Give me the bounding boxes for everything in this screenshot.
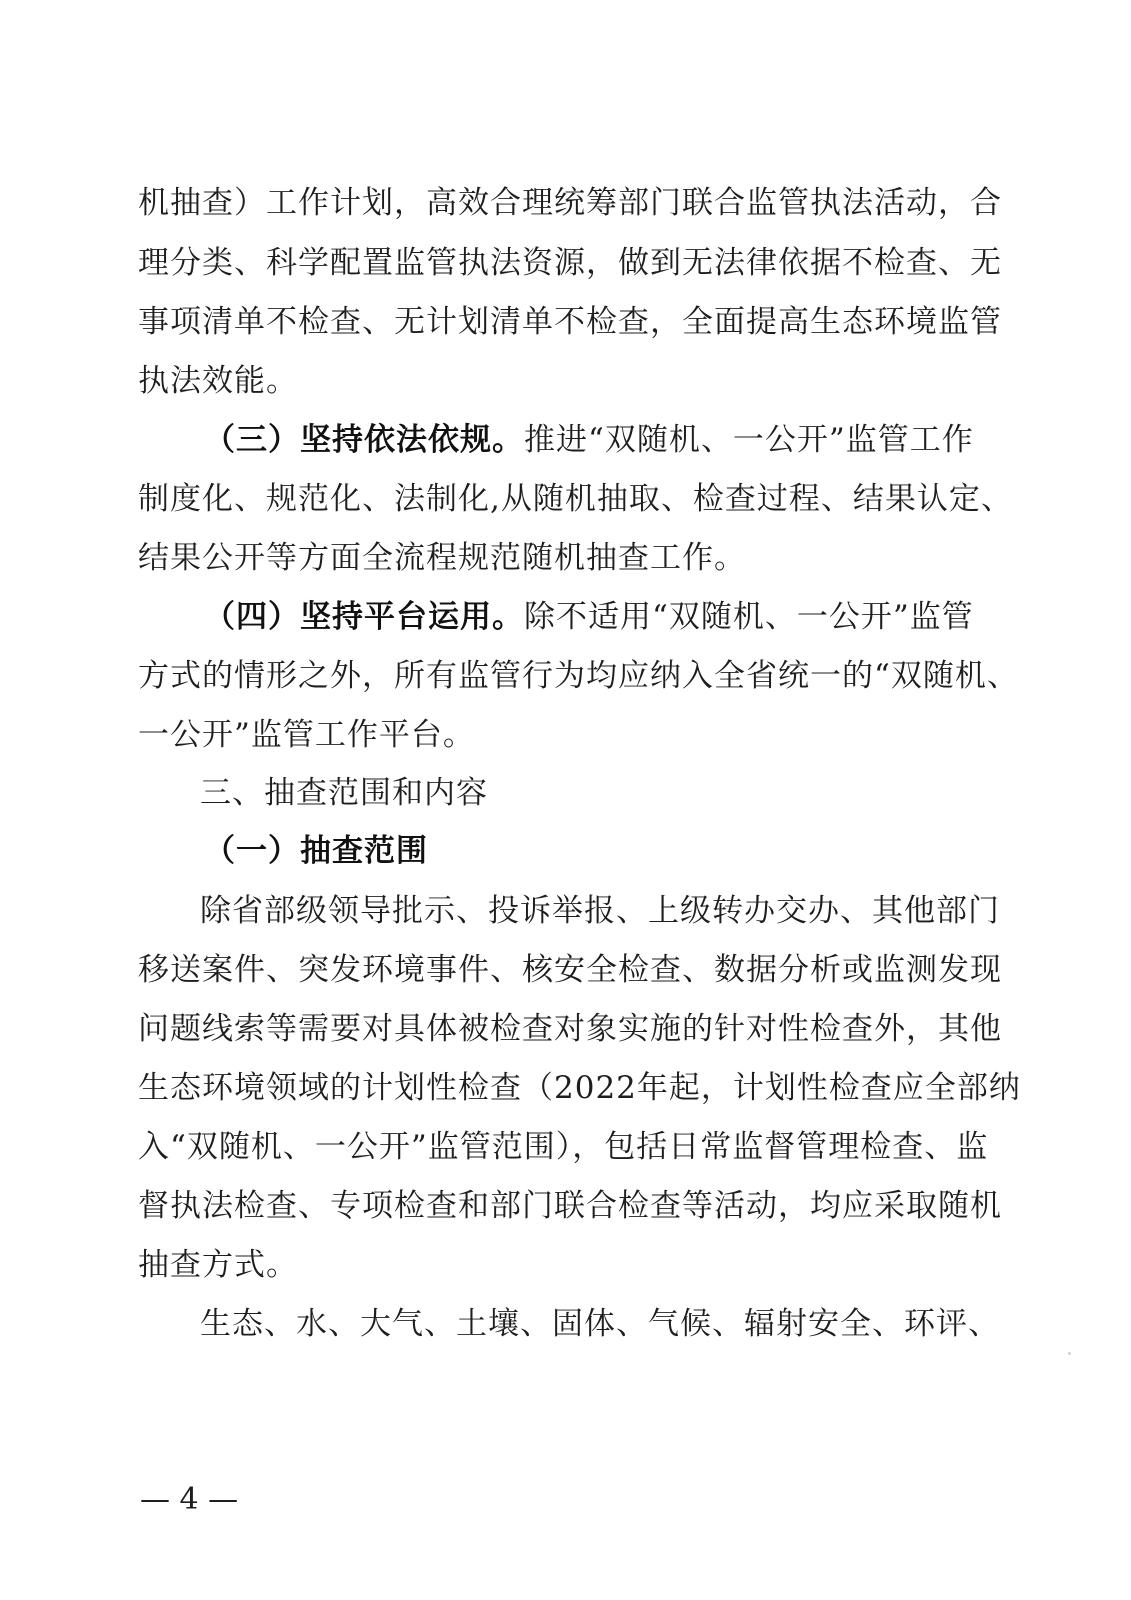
text-line: 抽查方式。 (138, 1247, 298, 1283)
section-3-title: 三、抽查范围和内容 (200, 775, 488, 811)
text-line: 事项清单不检查、无计划清单不检查，全面提高生态环境监管 (138, 304, 1002, 340)
text-line: 机抽查）工作计划，高效合理统筹部门联合监管执法活动，合 (138, 185, 1002, 221)
text-line: 除省部级领导批示、投诉举报、上级转办交办、其他部门 (200, 893, 1000, 929)
text-line: 生态环境领域的计划性检查（2022年起，计划性检查应全部纳 (138, 1070, 1021, 1106)
paragraph-4-text: 除不适用“双随机、一公开”监管 (524, 599, 974, 635)
page-number: — 4 — (140, 1482, 239, 1517)
text-line: 理分类、科学配置监管执法资源，做到无法律依据不检查、无 (138, 245, 1002, 281)
text-line: 制度化、规范化、法制化,从随机抽取、检查过程、结果认定、 (138, 481, 1013, 517)
text-line: 问题线索等需要对具体被检查对象实施的针对性检查外，其他 (138, 1011, 1002, 1047)
text-line: 执法效能。 (138, 363, 298, 399)
paragraph-3-first-line (204, 420, 974, 460)
scan-speck (1068, 1352, 1071, 1355)
text-line: 生态、水、大气、土壤、固体、气候、辐射安全、环评、 (200, 1306, 1000, 1342)
text-line: 一公开”监管工作平台。 (138, 717, 475, 753)
subsection-1-title: （一）抽查范围 (204, 833, 428, 869)
text-line: 移送案件、突发环境事件、核安全检查、数据分析或监测发现 (138, 952, 1002, 988)
text-line: 督执法检查、专项检查和部门联合检查等活动，均应采取随机 (138, 1188, 1002, 1224)
text-line: 结果公开等方面全流程规范随机抽查工作。 (138, 540, 746, 576)
paragraph-3-heading: （三）坚持依法依规。 (204, 422, 524, 458)
paragraph-3-text: 推进“双随机、一公开”监管工作 (524, 422, 974, 458)
text-line: 入“双随机、一公开”监管范围），包括日常监督管理检查、监 (138, 1129, 989, 1165)
paragraph-4-first-line (204, 597, 974, 637)
paragraph-4-heading: （四）坚持平台运用。 (204, 599, 524, 635)
text-line: 方式的情形之外，所有监管行为均应纳入全省统一的“双随机、 (138, 658, 1019, 694)
